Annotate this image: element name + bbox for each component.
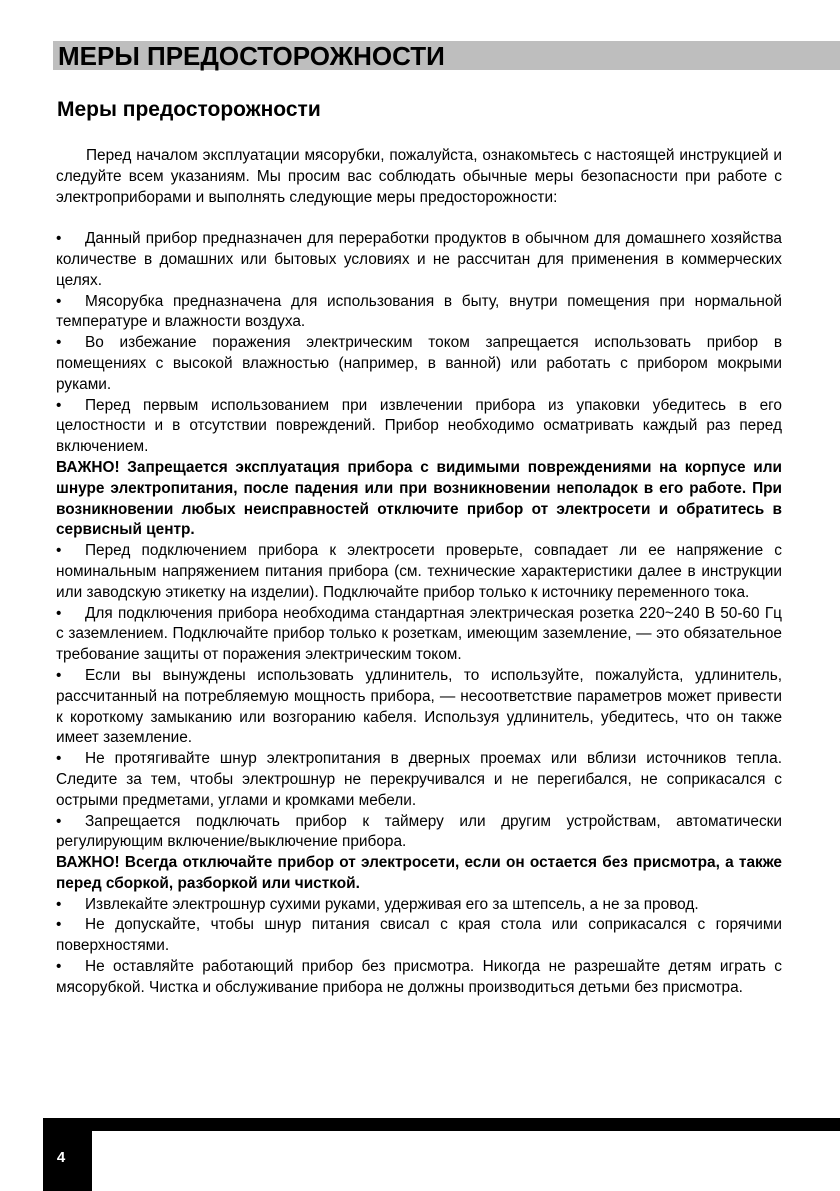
list-item-text: Не оставляйте работающий прибор без присмотра. Никогда не разрешайте детям играть с мясорубкой. Чистка и обслуживание прибора не должны производиться детьми без присмотра. [56,958,782,996]
list-item [56,396,782,458]
list-item [56,915,782,957]
list-item-text: Не протягивайте шнур электропитания в дверных проемах или вблизи источников тепла. Следите за тем, чтобы электрошнур не перекручивался и не перегибался, не соприкасался с острыми предметами, углами и кромками мебели. [56,750,782,809]
list-item [56,333,782,395]
bullet-icon: • [56,292,62,310]
list-item [56,749,782,811]
list-item [56,957,782,999]
list-item-text: Запрещается подключать прибор к таймеру или другим устройствам, автоматически регулирующим включение/выключение прибора. [56,812,782,851]
bullet-icon: • [56,750,62,768]
intro-paragraph: Перед началом эксплуатации мясорубки, пожалуйста, ознакомьтесь с настоящей инструкцией и следуйте всем указаниям. Мы просим вас соблюдать обычные меры безопасности при работе с электроприборами и выполнять следующие меры предосторожности: [56,147,782,206]
list-item-text: Во избежание поражения электрическим током запрещается использовать прибор в помещениях с высокой влажностью (например, в ванной) или работать с прибором мокрыми руками. [56,334,782,393]
bullet-icon: • [56,916,62,934]
list-item-text: Не допускайте, чтобы шнур питания свисал с края стола или соприкасался с горячими поверхностями. [56,916,782,955]
list-item-text: Для подключения прибора необходима стандартная электрическая розетка 220~240 В 50-60 Гц с заземлением. Подключайте прибор только к розеткам, имеющим заземление, — это обязательное требование защиты от поражения электрическим током. [56,604,782,664]
bullet-icon: • [56,666,62,684]
list-item [56,229,782,291]
list-item-text: Извлекайте электрошнур сухими руками, удерживая его за штепсель, а не за провод. [85,895,699,913]
warning-paragraph: ВАЖНО! Всегда отключайте прибор от электросети, если он остается без присмотра, а также перед сборкой, разборкой или чисткой. [56,854,782,892]
page-title: МЕРЫ ПРЕДОСТОРОЖНОСТИ [58,41,445,71]
bullet-icon: • [56,230,62,248]
list-item [56,812,782,854]
main-content [56,146,782,999]
list-item-text: Мясорубка предназначена для использования в быту, внутри помещения при нормальной температуре и влажности воздуха. [56,292,782,331]
list-item-text: Перед первым использованием при извлечении прибора из упаковки убедитесь в его целостности и в отсутствии повреждений. Прибор необходимо осматривать каждый раз перед включением. [56,396,782,456]
bullet-icon: • [56,958,62,976]
list-item [56,604,782,666]
bullet-icon: • [56,334,62,352]
footer-bar [92,1118,840,1131]
bullet-icon: • [56,542,62,560]
list-item-text: Если вы вынуждены использовать удлинитель, то используйте, пожалуйста, удлинитель, рассчитанный на потребляемую мощность прибора, — несоответствие параметров может привести к короткому замыканию или возгоранию кабеля. Используя удлинитель, убедитесь, что он также имеет заземление. [56,666,782,747]
list-item [56,541,782,603]
list-item-text: Перед подключением прибора к электросети проверьте, совпадает ли ее напряжение с номинальным напряжением питания прибора (см. технические характеристики далее в инструкции или заводскую этикетку на изделии). Подключайте прибор только к источнику переменного тока. [56,542,782,601]
warning-paragraph: ВАЖНО! Запрещается эксплуатация прибора с видимыми повреждениями на корпусе или шнуре электропитания, после падения или при возникновении неполадок в его работе. При возникновении любых неисправностей отключите прибор от электросети и обратитесь в сервисный центр. [56,458,782,539]
page-number: 4 [56,1149,66,1166]
list-item [56,666,782,749]
bullet-icon: • [56,812,62,830]
list-item-text: Данный прибор предназначен для переработки продуктов в обычном для домашнего хозяйства количестве в домашних или бытовых условиях и не рассчитан для применения в коммерческих целях. [56,230,782,289]
bullet-icon: • [56,396,62,414]
list-item [56,292,782,334]
bullet-icon: • [56,604,62,622]
section-title: Меры предосторожности [57,98,321,121]
bullet-icon: • [56,895,62,913]
list-item [56,895,782,916]
